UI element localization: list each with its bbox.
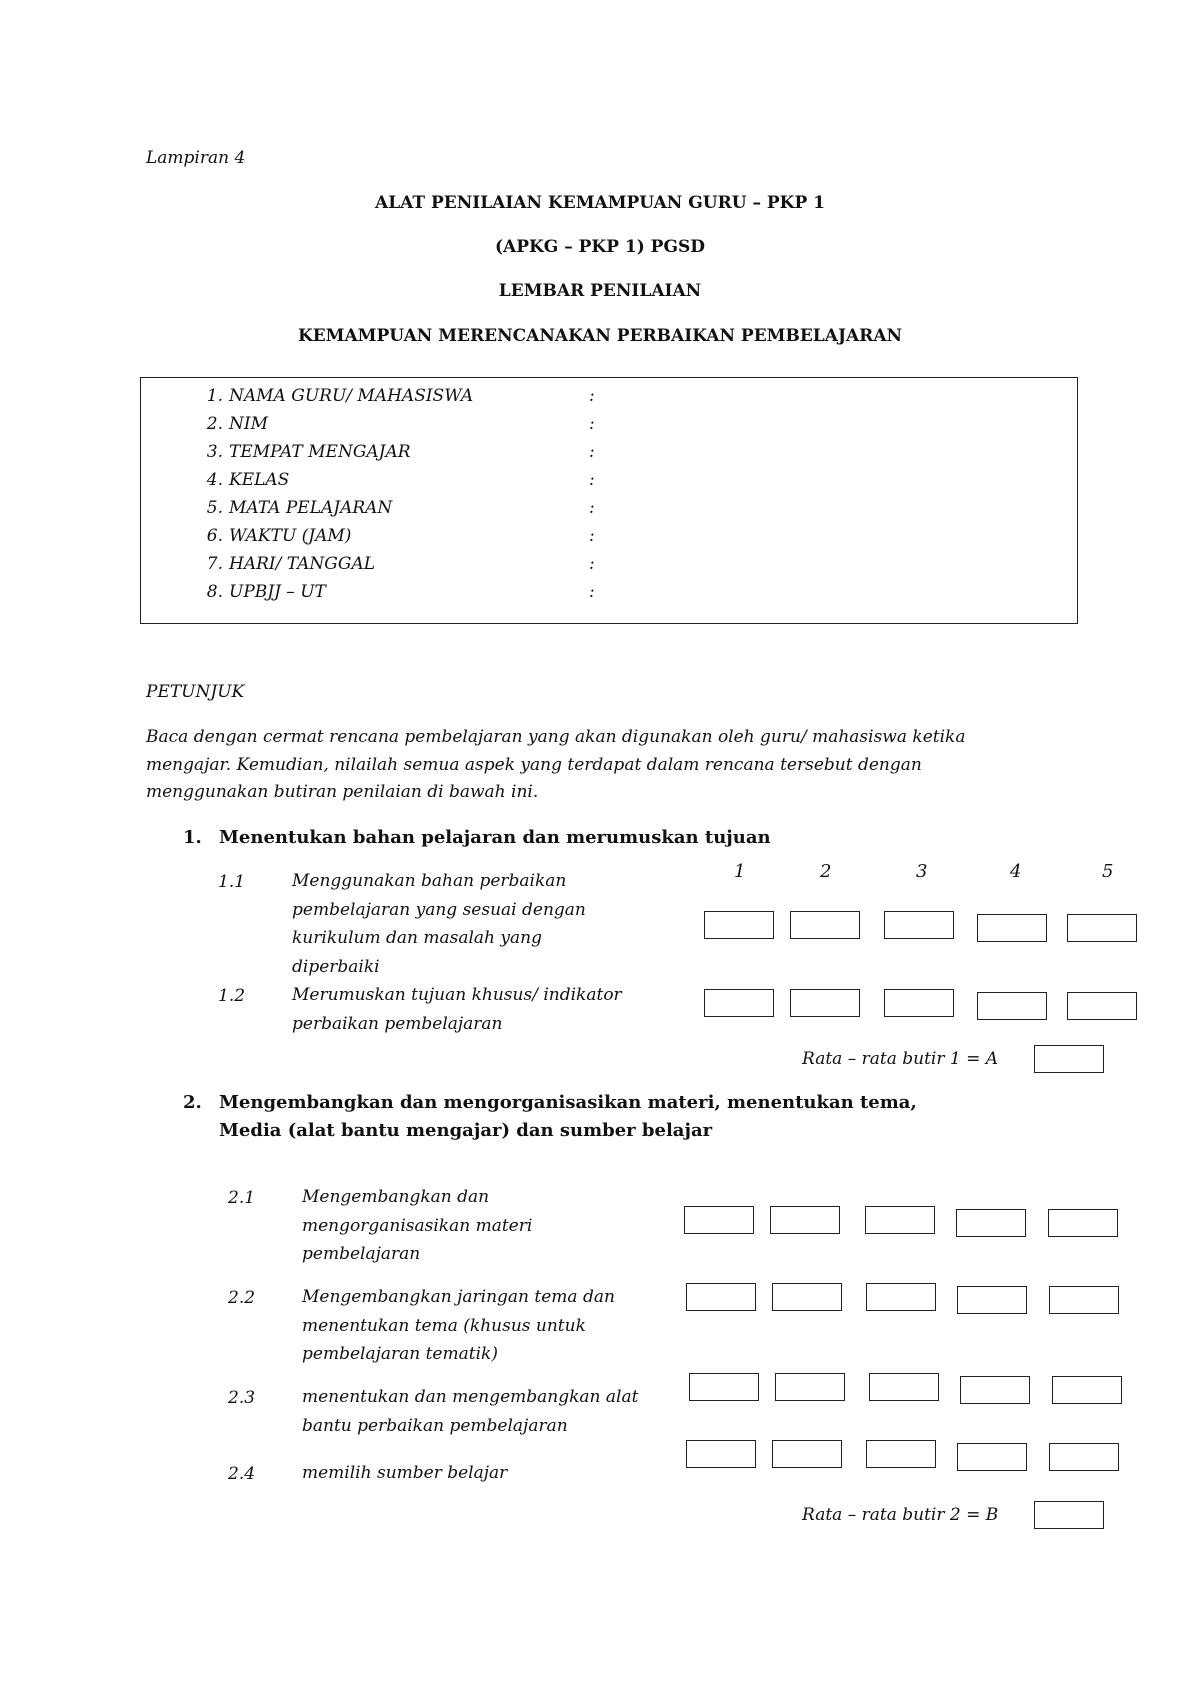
- identity-number: 1.: [206, 386, 223, 406]
- score-box-2-2-4[interactable]: [957, 1286, 1027, 1314]
- score-box-2-4-4[interactable]: [957, 1443, 1027, 1471]
- identity-colon[interactable]: :: [589, 470, 595, 490]
- item-number: 1.1: [218, 872, 246, 892]
- score-box-2-3-2[interactable]: [775, 1373, 845, 1401]
- score-box-2-1-2[interactable]: [770, 1206, 840, 1234]
- identity-number: 3.: [206, 442, 223, 462]
- score-box-2-1-5[interactable]: [1048, 1209, 1118, 1237]
- sheet-subtitle: KEMAMPUAN MERENCANAKAN PERBAIKAN PEMBELAJARAN: [297, 326, 903, 346]
- instructions-text: Baca dengan cermat rencana pembelajaran yang akan digunakan oleh guru/ mahasiswa ketika mengajar. Kemudian, nilailah semua aspek yang terdapat dalam rencana tersebut dengan menggunakan butiran penilaian di bawah ini.: [146, 727, 966, 802]
- item-number: 1.2: [218, 986, 246, 1006]
- identity-label: HARI/ TANGGAL: [229, 554, 376, 574]
- score-box-1-1-2[interactable]: [790, 911, 860, 939]
- identity-colon[interactable]: :: [589, 442, 595, 462]
- identity-colon[interactable]: :: [589, 414, 595, 434]
- identity-label: UPBJJ – UT: [229, 582, 326, 602]
- identity-label: TEMPAT MENGAJAR: [229, 442, 411, 462]
- score-box-2-1-1[interactable]: [684, 1206, 754, 1234]
- score-box-1-1-3[interactable]: [884, 911, 954, 939]
- doc-subtitle: (APKG – PKP 1) PGSD: [494, 237, 706, 257]
- identity-label: KELAS: [229, 470, 290, 490]
- average-label-b: Rata – rata butir 2 = B: [802, 1505, 999, 1525]
- item-text: Merumuskan tujuan khusus/ indikator perbaikan pembelajaran: [292, 985, 622, 1034]
- identity-colon[interactable]: :: [589, 498, 595, 518]
- average-box-b[interactable]: [1034, 1501, 1104, 1529]
- identity-colon[interactable]: :: [589, 386, 595, 406]
- item-text: Menggunakan bahan perbaikan pembelajaran yang sesuai dengan kurikulum dan masalah yang diperbaiki: [292, 871, 586, 977]
- identity-label: NIM: [229, 414, 268, 434]
- item-text: Mengembangkan jaringan tema dan menentukan tema (khusus untuk pembelajaran tematik): [302, 1287, 615, 1364]
- score-box-2-4-1[interactable]: [686, 1440, 756, 1468]
- section1-title: Menentukan bahan pelajaran dan merumuskan tujuan: [219, 827, 771, 848]
- average-box-a[interactable]: [1034, 1045, 1104, 1073]
- scale-label-4: 4: [1010, 861, 1022, 882]
- score-box-2-4-5[interactable]: [1049, 1443, 1119, 1471]
- score-box-2-3-3[interactable]: [869, 1373, 939, 1401]
- sheet-title: LEMBAR PENILAIAN: [498, 281, 702, 301]
- score-box-2-3-4[interactable]: [960, 1376, 1030, 1404]
- identity-colon[interactable]: :: [589, 526, 595, 546]
- section2-title-line1: Mengembangkan dan mengorganisasikan materi, menentukan tema,: [219, 1092, 917, 1113]
- scale-label-2: 2: [820, 861, 832, 882]
- section1-number: 1.: [183, 827, 202, 848]
- section2-number: 2.: [183, 1092, 202, 1113]
- lampiran-label: Lampiran 4: [146, 148, 246, 168]
- score-box-1-1-1[interactable]: [704, 911, 774, 939]
- section2-title-line2: Media (alat bantu mengajar) dan sumber belajar: [219, 1120, 713, 1141]
- identity-number: 7.: [206, 554, 223, 574]
- scale-label-3: 3: [916, 861, 928, 882]
- doc-title: ALAT PENILAIAN KEMAMPUAN GURU – PKP 1: [375, 193, 825, 213]
- identity-number: 5.: [206, 498, 223, 518]
- score-box-1-2-2[interactable]: [790, 989, 860, 1017]
- scale-label-1: 1: [734, 861, 746, 882]
- score-box-1-2-5[interactable]: [1067, 992, 1137, 1020]
- average-label-a: Rata – rata butir 1 = A: [802, 1049, 999, 1069]
- item-text: Mengembangkan dan mengorganisasikan materi pembelajaran: [302, 1187, 533, 1264]
- score-box-2-1-3[interactable]: [865, 1206, 935, 1234]
- item-number: 2.2: [228, 1288, 256, 1308]
- score-box-2-3-5[interactable]: [1052, 1376, 1122, 1404]
- score-box-1-2-1[interactable]: [704, 989, 774, 1017]
- score-box-1-2-4[interactable]: [977, 992, 1047, 1020]
- score-box-2-4-2[interactable]: [772, 1440, 842, 1468]
- score-box-2-2-2[interactable]: [772, 1283, 842, 1311]
- identity-colon[interactable]: :: [589, 582, 595, 602]
- score-box-2-2-1[interactable]: [686, 1283, 756, 1311]
- score-box-1-2-3[interactable]: [884, 989, 954, 1017]
- item-text: menentukan dan mengembangkan alat bantu perbaikan pembelajaran: [302, 1387, 639, 1436]
- item-number: 2.4: [228, 1464, 256, 1484]
- identity-label: MATA PELAJARAN: [229, 498, 393, 518]
- score-box-1-1-5[interactable]: [1067, 914, 1137, 942]
- item-number: 2.1: [228, 1188, 256, 1208]
- identity-number: 8.: [206, 582, 223, 602]
- score-box-2-4-3[interactable]: [866, 1440, 936, 1468]
- identity-colon[interactable]: :: [589, 554, 595, 574]
- score-box-2-3-1[interactable]: [689, 1373, 759, 1401]
- score-box-2-1-4[interactable]: [956, 1209, 1026, 1237]
- score-box-1-1-4[interactable]: [977, 914, 1047, 942]
- identity-label: NAMA GURU/ MAHASISWA: [229, 386, 474, 406]
- score-box-2-2-3[interactable]: [866, 1283, 936, 1311]
- instructions-heading: PETUNJUK: [146, 682, 245, 702]
- item-number: 2.3: [228, 1388, 256, 1408]
- identity-number: 6.: [206, 526, 223, 546]
- identity-label: WAKTU (JAM): [229, 526, 352, 546]
- item-text: memilih sumber belajar: [302, 1463, 508, 1483]
- identity-number: 4.: [206, 470, 223, 490]
- identity-box: [140, 377, 1078, 624]
- score-box-2-2-5[interactable]: [1049, 1286, 1119, 1314]
- identity-number: 2.: [206, 414, 223, 434]
- scale-label-5: 5: [1102, 861, 1114, 882]
